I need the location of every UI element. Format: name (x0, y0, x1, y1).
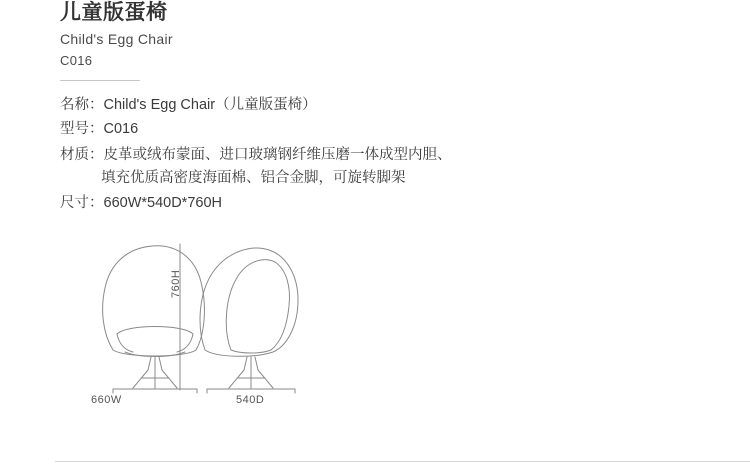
dimension-width-label: 660W (91, 394, 122, 406)
spec-name: 名称：Child's Egg Chair（儿童版蛋椅） (60, 97, 317, 113)
dimension-depth-label: 540D (236, 394, 265, 406)
spec-material-line-1: 材质：皮革或绒布蒙面、进口玻璃钢纤维压磨一体成型内胆、 (60, 147, 452, 163)
title-divider (60, 80, 140, 81)
chair-technical-drawing (55, 238, 315, 413)
bottom-divider (55, 461, 750, 462)
spec-material-line-2: 填充优质高密度海面棉、铝合金脚，可旋转脚架 (101, 170, 406, 186)
spec-size: 尺寸：660W*540D*760H (60, 195, 222, 211)
page-title: 儿童版蛋椅 (60, 1, 168, 24)
dimension-height-label: 760H (170, 269, 182, 298)
subtitle-english: Child's Egg Chair (60, 31, 173, 47)
subtitle-model-code: C016 (60, 53, 93, 68)
chair-drawing-svg (55, 238, 315, 413)
spec-model: 型号：C016 (60, 121, 139, 137)
